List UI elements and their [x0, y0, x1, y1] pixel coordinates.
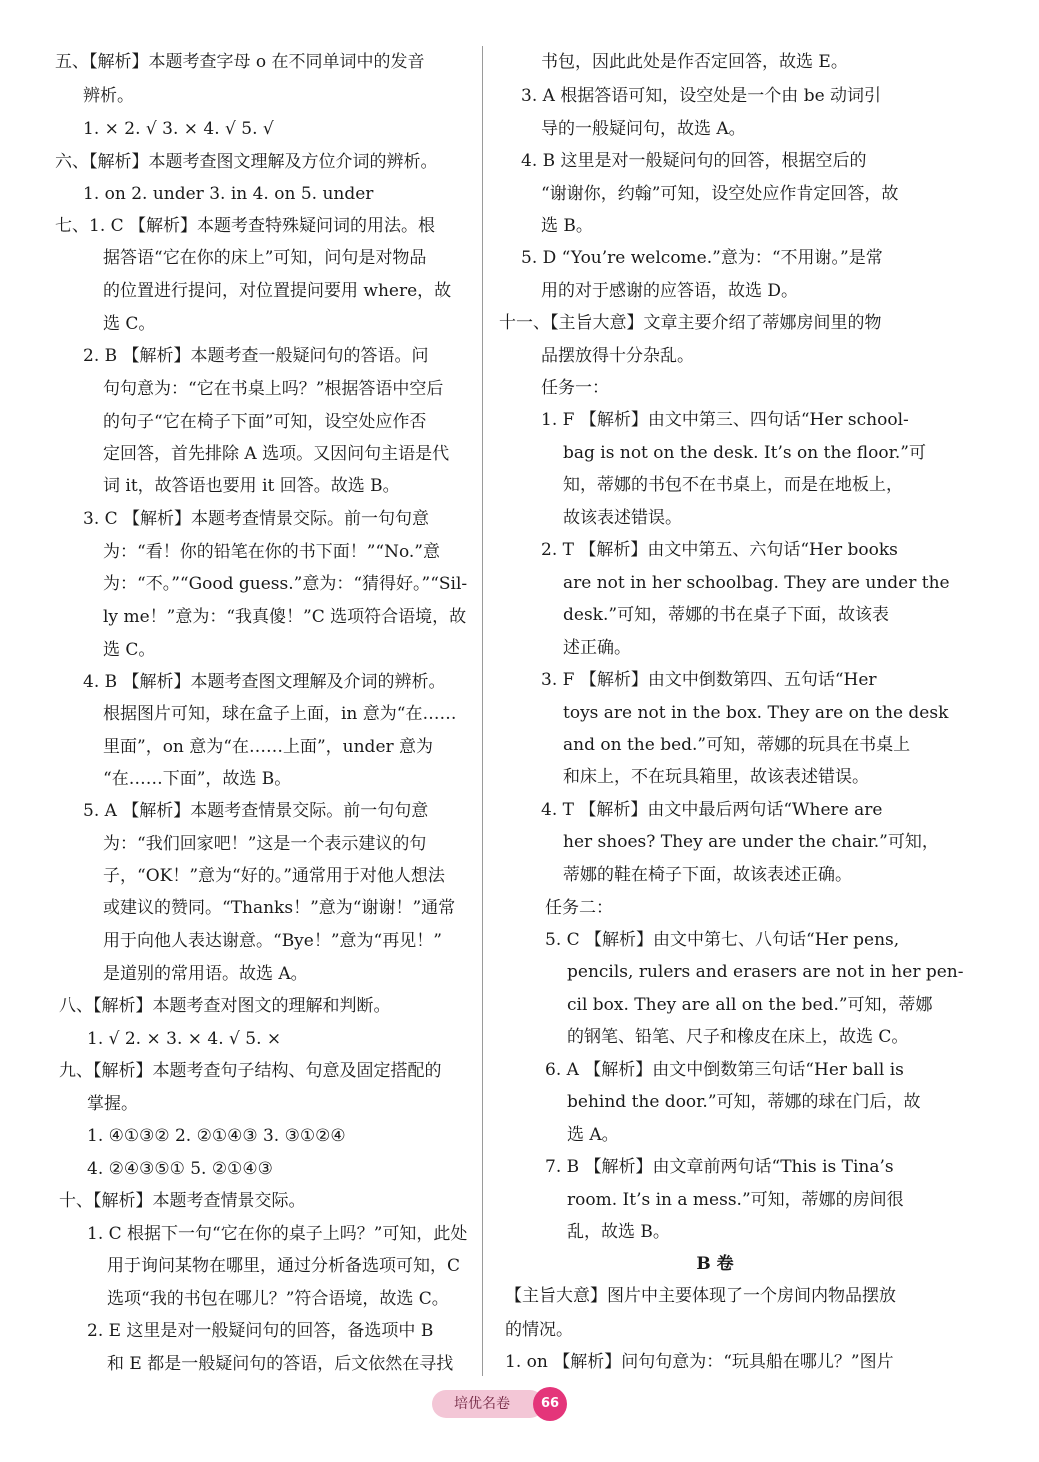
right-text-line: 知，蒂娜的书包不在书桌上，而是在地板上，	[563, 475, 903, 495]
right-text-line: 5. D “You’re welcome.”意为：“不用谢。”是常	[521, 248, 883, 268]
left-text-line: 2. E 这里是对一般疑问句的回答，备选项中 B	[87, 1321, 434, 1341]
right-text-line: room. It’s in a mess.”可知，蒂娜的房间很	[567, 1190, 904, 1210]
footer-brand: 培优名卷	[432, 1390, 544, 1418]
left-text-line: 1. √ 2. × 3. × 4. √ 5. ×	[87, 1029, 282, 1049]
left-text-line: 1. × 2. √ 3. × 4. √ 5. √	[83, 119, 274, 139]
right-text-line: 选 B。	[541, 216, 593, 236]
left-text-line: 定回答，首先排除 A 选项。又因问句主语是代	[103, 444, 450, 464]
right-text-line: bag is not on the desk. It’s on the floor.”可	[563, 443, 926, 463]
left-text-line: 十、【解析】本题考查情景交际。	[59, 1191, 306, 1211]
right-text-line: 用的对于感谢的应答语，故选 D。	[541, 281, 799, 301]
right-text-line: toys are not in the box. They are on the desk	[563, 703, 949, 723]
left-text-line: 为：“不。”“Good guess.”意为：“猜得好。”“Sil-	[103, 574, 468, 594]
right-text-line: 【主旨大意】图片中主要体现了一个房间内物品摆放	[505, 1286, 896, 1306]
right-text-line: her shoes? They are under the chair.”可知，	[563, 832, 939, 852]
left-text-line: 选 C。	[103, 314, 156, 334]
left-text-line: 5. A 【解析】本题考查情景交际。前一句句意	[83, 801, 429, 821]
left-text-line: 选项“我的书包在哪儿？”符合语境，故选 C。	[107, 1289, 449, 1309]
left-text-line: 4. ②④③⑤① 5. ②①④③	[87, 1159, 273, 1179]
left-text-line: 的句子“它在椅子下面”可知，设空处应作否	[103, 412, 427, 432]
right-text-line: and on the bed.”可知，蒂娜的玩具在书桌上	[563, 735, 911, 755]
right-text-line: 6. A 【解析】由文中倒数第三句话“Her ball is	[545, 1060, 904, 1080]
right-text-line: 述正确。	[563, 638, 631, 658]
left-text-line: 里面”，on 意为“在……上面”，under 意为	[103, 737, 434, 757]
right-text-line: 4. T 【解析】由文中最后两句话“Where are	[541, 800, 883, 820]
left-text-line: 是道别的常用语。故选 A。	[103, 964, 308, 984]
right-text-line: 导的一般疑问句，故选 A。	[541, 119, 746, 139]
left-text-line: 为：“我们回家吧！”这是一个表示建议的句	[103, 834, 427, 854]
right-text-line: are not in her schoolbag. They are under the	[563, 573, 950, 593]
right-text-line: 5. C 【解析】由文中第七、八句话“Her pens,	[545, 930, 900, 950]
left-text-line: “在……下面”，故选 B。	[103, 769, 292, 789]
left-text-line: 选 C。	[103, 640, 156, 660]
right-text-line: 的钢笔、铅笔、尺子和橡皮在床上，故选 C。	[567, 1027, 909, 1047]
left-text-line: 掌握。	[87, 1094, 138, 1114]
right-text-line: 品摆放得十分杂乱。	[541, 346, 694, 366]
left-text-line: 根据图片可知，球在盒子上面，in 意为“在……	[103, 704, 457, 724]
right-text-line: 选 A。	[567, 1125, 619, 1145]
right-text-line: 十一、【主旨大意】文章主要介绍了蒂娜房间里的物	[499, 313, 882, 333]
right-text-line: “谢谢你，约翰”可知，设空处应作肯定回答，故	[541, 184, 899, 204]
left-text-line: 词 it，故答语也要用 it 回答。故选 B。	[103, 476, 400, 496]
right-text-line: 3. A 根据答语可知，设空处是一个由 be 动词引	[521, 86, 882, 106]
left-text-line: 3. C 【解析】本题考查情景交际。前一句句意	[83, 509, 430, 529]
right-text-line: 3. F 【解析】由文中倒数第四、五句话“Her	[541, 670, 877, 690]
left-text-line: 或建议的赞同。“Thanks！”意为“谢谢！”通常	[103, 898, 456, 918]
right-text-line: 2. T 【解析】由文中第五、六句话“Her books	[541, 540, 898, 560]
column-divider	[482, 46, 483, 1376]
right-text-line: 1. F 【解析】由文中第三、四句话“Her school-	[541, 410, 909, 430]
right-text-line: 任务二：	[545, 898, 613, 918]
right-text-line: 和床上，不在玩具箱里，故该表述错误。	[563, 767, 869, 787]
right-text-line: 的情况。	[505, 1320, 573, 1340]
left-text-line: 和 E 都是一般疑问句的答语，后文依然在寻找	[107, 1354, 454, 1374]
left-text-line: 句句意为：“它在书桌上吗？”根据答语中空后	[103, 379, 444, 399]
left-text-line: 九、【解析】本题考查句子结构、句意及固定搭配的	[59, 1061, 442, 1081]
left-text-line: 八、【解析】本题考查对图文的理解和判断。	[59, 996, 391, 1016]
left-text-line: 用于询问某物在哪里，通过分析备选项可知，C	[107, 1256, 461, 1276]
left-text-line: 1. ④①③② 2. ②①④③ 3. ③①②④	[87, 1126, 346, 1146]
left-text-line: 2. B 【解析】本题考查一般疑问句的答语。问	[83, 346, 429, 366]
left-text-line: 据答语“它在你的床上”可知，问句是对物品	[103, 248, 427, 268]
left-text-line: ly me！”意为：“我真傻！”C 选项符合语境，故	[103, 607, 467, 627]
left-text-line: 五、【解析】本题考查字母 o 在不同单词中的发音	[55, 52, 425, 72]
left-text-line: 七、1. C 【解析】本题考查特殊疑问词的用法。根	[55, 216, 436, 236]
right-text-line: behind the door.”可知，蒂娜的球在门后，故	[567, 1092, 921, 1112]
right-text-line: 7. B 【解析】由文章前两句话“This is Tina’s	[545, 1157, 894, 1177]
right-text-line: desk.”可知，蒂娜的书在桌子下面，故该表	[563, 605, 890, 625]
left-text-line: 的位置进行提问，对位置提问要用 where，故	[103, 281, 452, 301]
right-text-line: 4. B 这里是对一般疑问句的回答，根据空后的	[521, 151, 867, 171]
left-text-line: 子，“OK！”意为“好的。”通常用于对他人想法	[103, 866, 445, 886]
right-text-line: B 卷	[696, 1254, 734, 1274]
left-text-line: 为：“看！你的铅笔在你的书下面！”“No.”意	[103, 542, 440, 562]
left-text-line: 1. on 2. under 3. in 4. on 5. under	[83, 184, 374, 204]
right-text-line: 1. on 【解析】问句句意为：“玩具船在哪儿？”图片	[505, 1352, 894, 1372]
page-number: 66	[533, 1387, 567, 1421]
left-text-line: 辨析。	[83, 86, 134, 106]
left-text-line: 用于向他人表达谢意。“Bye！”意为“再见！”	[103, 931, 442, 951]
right-text-line: cil box. They are all on the bed.”可知，蒂娜	[567, 995, 933, 1015]
right-text-line: pencils, rulers and erasers are not in her pen-	[567, 962, 964, 982]
right-text-line: 乱，故选 B。	[567, 1222, 670, 1242]
right-text-line: 故该表述错误。	[563, 508, 682, 528]
left-text-line: 4. B 【解析】本题考查图文理解及介词的辨析。	[83, 672, 446, 692]
right-text-line: 蒂娜的鞋在椅子下面，故该表述正确。	[563, 865, 852, 885]
left-text-line: 1. C 根据下一句“它在你的桌子上吗？”可知，此处	[87, 1224, 468, 1244]
right-text-line: 任务一：	[541, 378, 609, 398]
right-text-line: 书包，因此此处是作否定回答，故选 E。	[541, 52, 848, 72]
left-text-line: 六、【解析】本题考查图文理解及方位介词的辨析。	[55, 152, 438, 172]
